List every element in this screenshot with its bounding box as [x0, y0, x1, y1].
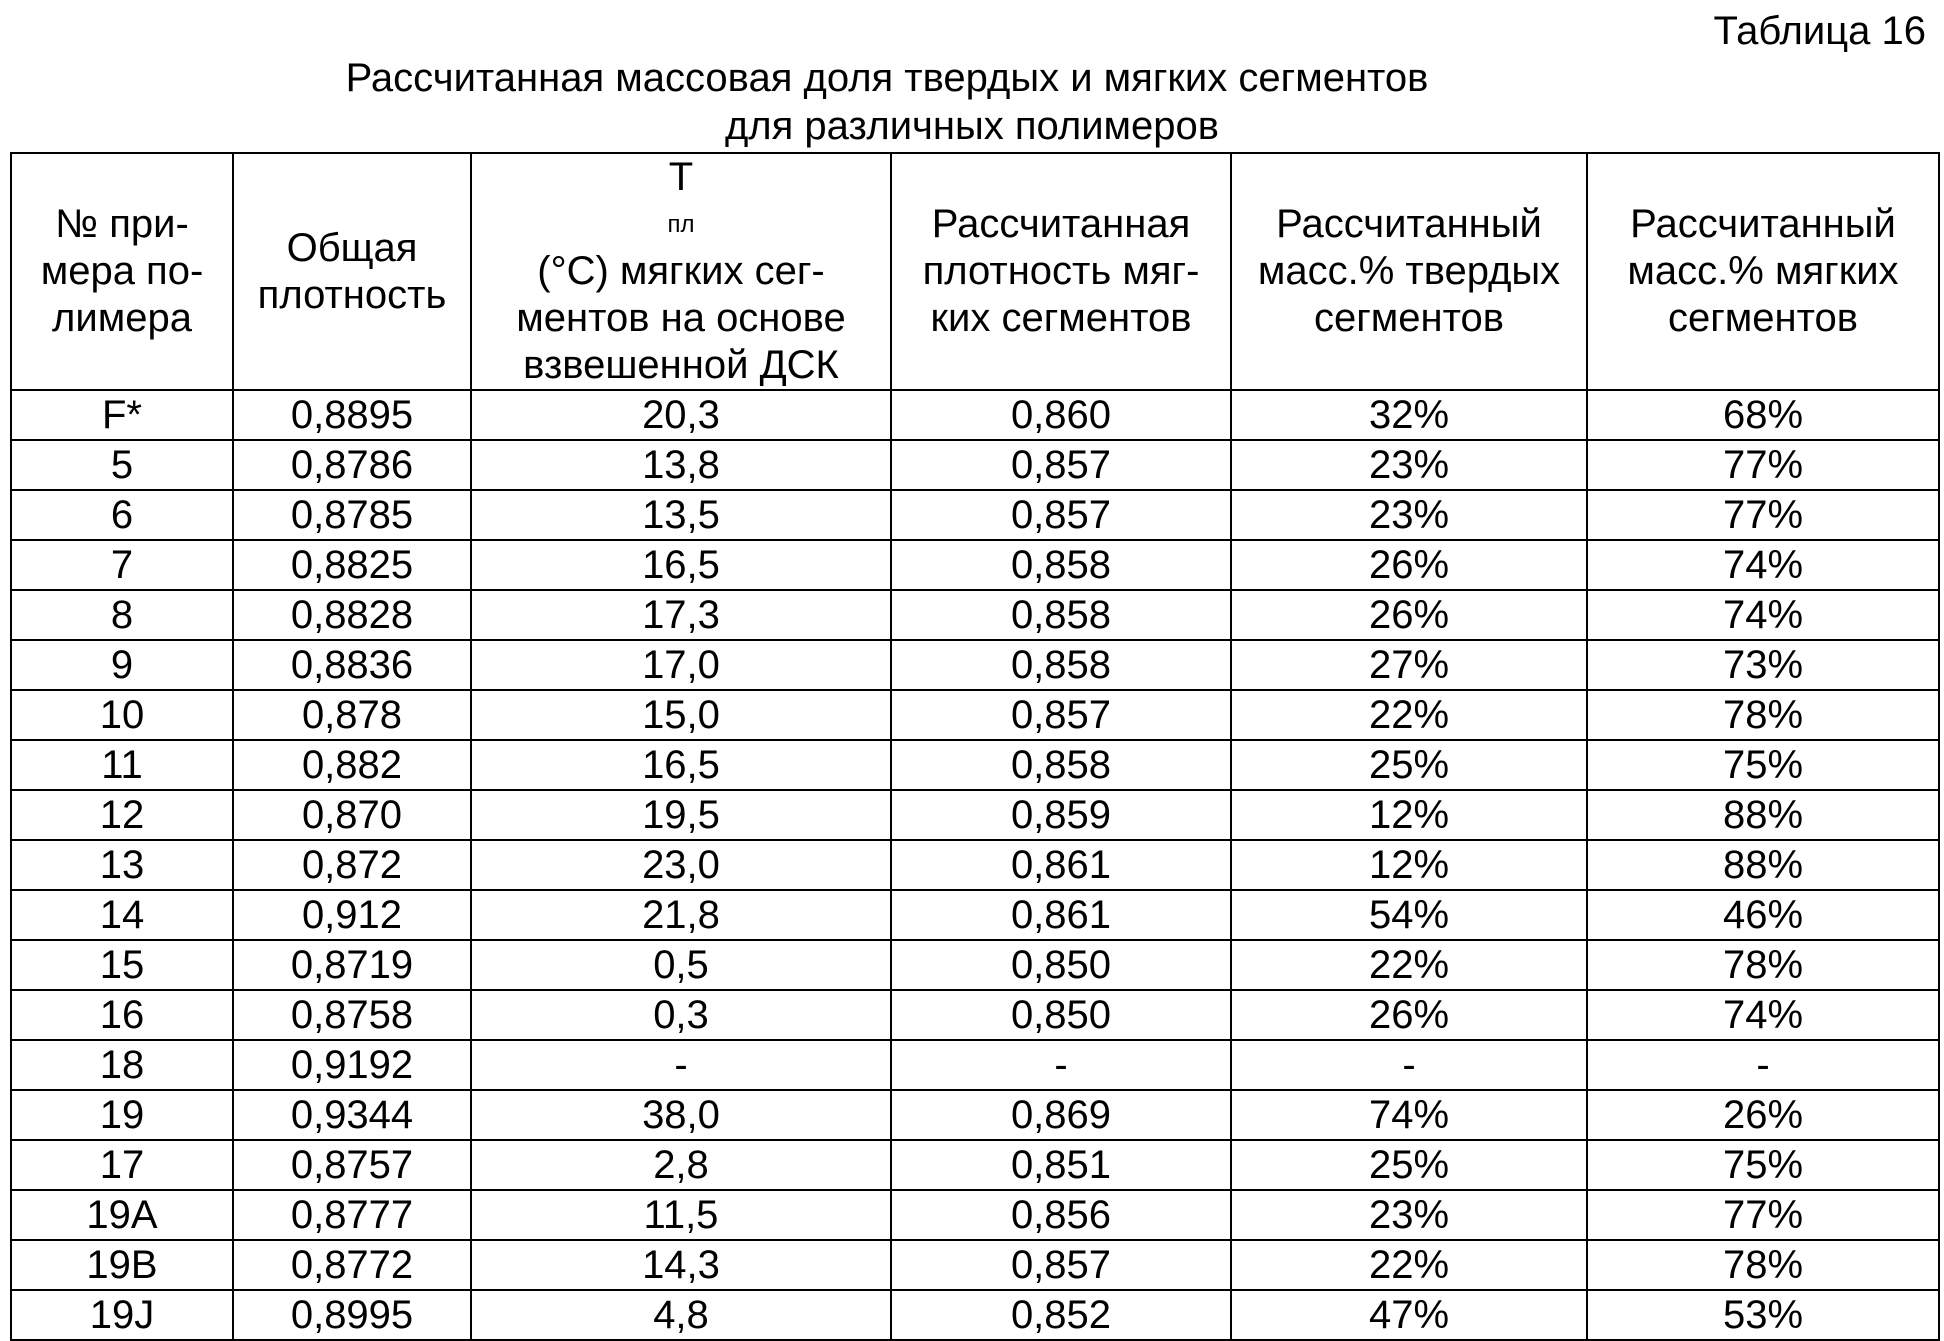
header-text: масс.% мягких	[1627, 249, 1899, 293]
cell-melting-temp: 17,0	[471, 640, 891, 690]
cell-total-density: 0,8758	[233, 990, 471, 1040]
cell-polymer-example: 12	[11, 790, 233, 840]
header-text: сегментов	[1667, 296, 1859, 340]
cell-total-density: 0,8772	[233, 1240, 471, 1290]
header-text: Общая	[286, 225, 418, 270]
cell-total-density: 0,872	[233, 840, 471, 890]
cell-hard-wt-percent: 74%	[1231, 1090, 1587, 1140]
cell-polymer-example: 19B	[11, 1240, 233, 1290]
header-text	[472, 154, 890, 295]
cell-hard-wt-percent: 25%	[1231, 1140, 1587, 1190]
header-text: Рассчитанный	[1630, 202, 1896, 246]
cell-melting-temp: 17,3	[471, 590, 891, 640]
cell-soft-density: 0,851	[891, 1140, 1231, 1190]
header-text: масс.% твердых	[1257, 249, 1561, 293]
cell-melting-temp: 14,3	[471, 1240, 891, 1290]
cell-soft-density: 0,858	[891, 640, 1231, 690]
header-melting-temp	[471, 153, 891, 390]
cell-melting-temp: 0,5	[471, 940, 891, 990]
cell-total-density: 0,8777	[233, 1190, 471, 1240]
table-row	[11, 440, 1939, 490]
cell-soft-wt-percent: 74%	[1587, 590, 1939, 640]
cell-soft-wt-percent: 88%	[1587, 840, 1939, 890]
cell-hard-wt-percent: 23%	[1231, 440, 1587, 490]
header-text: лимера	[52, 296, 192, 340]
table-number-label: Таблица 16	[1713, 9, 1926, 53]
cell-hard-wt-percent: 47%	[1231, 1290, 1587, 1340]
table-title	[0, 54, 1944, 150]
cell-soft-wt-percent: 88%	[1587, 790, 1939, 840]
header-text: сегментов	[1313, 296, 1505, 340]
cell-hard-wt-percent: 26%	[1231, 990, 1587, 1040]
table-row	[11, 640, 1939, 690]
cell-soft-density: 0,861	[891, 840, 1231, 890]
cell-melting-temp: 2,8	[471, 1140, 891, 1190]
cell-soft-density: 0,857	[891, 1240, 1231, 1290]
cell-soft-density: 0,858	[891, 590, 1231, 640]
header-text: мера по-	[40, 249, 204, 293]
cell-total-density: 0,912	[233, 890, 471, 940]
cell-soft-wt-percent: 75%	[1587, 740, 1939, 790]
cell-soft-wt-percent: 74%	[1587, 990, 1939, 1040]
cell-total-density: 0,882	[233, 740, 471, 790]
header-soft-wt-percent	[1587, 153, 1939, 390]
cell-polymer-example: 16	[11, 990, 233, 1040]
cell-soft-wt-percent: -	[1587, 1040, 1939, 1090]
cell-soft-density: 0,850	[891, 940, 1231, 990]
cell-soft-wt-percent: 74%	[1587, 540, 1939, 590]
cell-melting-temp: 38,0	[471, 1090, 891, 1140]
cell-hard-wt-percent: 12%	[1231, 790, 1587, 840]
cell-soft-wt-percent: 26%	[1587, 1090, 1939, 1140]
cell-polymer-example: 19A	[11, 1190, 233, 1240]
cell-hard-wt-percent: 23%	[1231, 1190, 1587, 1240]
cell-melting-temp: 16,5	[471, 740, 891, 790]
temp-symbol: T	[668, 155, 694, 199]
cell-melting-temp: 19,5	[471, 790, 891, 840]
cell-soft-wt-percent: 46%	[1587, 890, 1939, 940]
cell-polymer-example: 19J	[11, 1290, 233, 1340]
cell-total-density: 0,8785	[233, 490, 471, 540]
cell-melting-temp: 21,8	[471, 890, 891, 940]
cell-polymer-example: 9	[11, 640, 233, 690]
cell-polymer-example: 10	[11, 690, 233, 740]
cell-polymer-example: 8	[11, 590, 233, 640]
cell-soft-density: 0,858	[891, 740, 1231, 790]
table-title-line-2: для различных полимеров	[724, 104, 1220, 148]
cell-hard-wt-percent: 23%	[1231, 490, 1587, 540]
cell-polymer-example: 7	[11, 540, 233, 590]
cell-soft-density: -	[891, 1040, 1231, 1090]
cell-hard-wt-percent: 12%	[1231, 840, 1587, 890]
cell-soft-wt-percent: 77%	[1587, 440, 1939, 490]
table-row	[11, 740, 1939, 790]
cell-melting-temp: 13,5	[471, 490, 891, 540]
table-row	[11, 390, 1939, 440]
cell-melting-temp: 20,3	[471, 390, 891, 440]
temp-subscript: пл	[667, 211, 695, 238]
cell-polymer-example: 5	[11, 440, 233, 490]
table-row	[11, 1290, 1939, 1340]
cell-melting-temp: -	[471, 1040, 891, 1090]
table-row	[11, 1090, 1939, 1140]
cell-melting-temp: 0,3	[471, 990, 891, 1040]
table-row	[11, 990, 1939, 1040]
cell-hard-wt-percent: -	[1231, 1040, 1587, 1090]
table-row	[11, 840, 1939, 890]
table-row	[11, 1190, 1939, 1240]
table-row	[11, 890, 1939, 940]
cell-total-density: 0,8719	[233, 940, 471, 990]
cell-melting-temp: 11,5	[471, 1190, 891, 1240]
cell-soft-density: 0,859	[891, 790, 1231, 840]
table-row	[11, 1240, 1939, 1290]
cell-hard-wt-percent: 25%	[1231, 740, 1587, 790]
cell-total-density: 0,8828	[233, 590, 471, 640]
cell-polymer-example: 6	[11, 490, 233, 540]
cell-soft-density: 0,858	[891, 540, 1231, 590]
table-row	[11, 590, 1939, 640]
table-row	[11, 1040, 1939, 1090]
table-row	[11, 940, 1939, 990]
header-text: ких сегментов	[930, 296, 1192, 340]
cell-polymer-example: 13	[11, 840, 233, 890]
table-title-line-1: Рассчитанная массовая доля твердых и мягких сегментов	[345, 56, 1429, 100]
cell-soft-wt-percent: 53%	[1587, 1290, 1939, 1340]
cell-melting-temp: 13,8	[471, 440, 891, 490]
cell-soft-density: 0,857	[891, 490, 1231, 540]
table-body	[11, 390, 1939, 1340]
cell-polymer-example: 15	[11, 940, 233, 990]
cell-polymer-example: 11	[11, 740, 233, 790]
cell-total-density: 0,8895	[233, 390, 471, 440]
cell-total-density: 0,9344	[233, 1090, 471, 1140]
header-hard-wt-percent	[1231, 153, 1587, 390]
header-text: № при-	[55, 202, 189, 246]
cell-melting-temp: 4,8	[471, 1290, 891, 1340]
cell-soft-density: 0,860	[891, 390, 1231, 440]
cell-polymer-example: 14	[11, 890, 233, 940]
cell-soft-wt-percent: 75%	[1587, 1140, 1939, 1190]
header-text: взвешенной ДСК	[523, 343, 839, 387]
cell-total-density: 0,878	[233, 690, 471, 740]
header-text: плотность	[257, 272, 447, 317]
table-row	[11, 790, 1939, 840]
cell-soft-density: 0,861	[891, 890, 1231, 940]
cell-soft-density: 0,856	[891, 1190, 1231, 1240]
header-text: Рассчитанный	[1276, 202, 1542, 246]
cell-hard-wt-percent: 26%	[1231, 540, 1587, 590]
cell-soft-wt-percent: 73%	[1587, 640, 1939, 690]
cell-soft-density: 0,850	[891, 990, 1231, 1040]
cell-soft-density: 0,857	[891, 440, 1231, 490]
cell-soft-density: 0,857	[891, 690, 1231, 740]
cell-hard-wt-percent: 22%	[1231, 940, 1587, 990]
cell-soft-wt-percent: 78%	[1587, 690, 1939, 740]
cell-soft-wt-percent: 78%	[1587, 940, 1939, 990]
header-row	[11, 153, 1939, 390]
cell-soft-density: 0,869	[891, 1090, 1231, 1140]
cell-total-density: 0,870	[233, 790, 471, 840]
header-text: плотность мяг-	[922, 249, 1200, 293]
header-polymer-example	[11, 153, 233, 390]
cell-hard-wt-percent: 26%	[1231, 590, 1587, 640]
table-row	[11, 540, 1939, 590]
cell-soft-wt-percent: 78%	[1587, 1240, 1939, 1290]
cell-melting-temp: 15,0	[471, 690, 891, 740]
cell-total-density: 0,8836	[233, 640, 471, 690]
table-row	[11, 690, 1939, 740]
header-text: ментов на основе	[516, 296, 846, 340]
cell-soft-density: 0,852	[891, 1290, 1231, 1340]
cell-melting-temp: 16,5	[471, 540, 891, 590]
header-text: Рассчитанная	[931, 202, 1191, 246]
cell-soft-wt-percent: 77%	[1587, 490, 1939, 540]
cell-hard-wt-percent: 32%	[1231, 390, 1587, 440]
cell-total-density: 0,8825	[233, 540, 471, 590]
table-row	[11, 490, 1939, 540]
cell-hard-wt-percent: 22%	[1231, 690, 1587, 740]
header-total-density	[233, 153, 471, 390]
cell-polymer-example: 17	[11, 1140, 233, 1190]
cell-polymer-example: 19	[11, 1090, 233, 1140]
cell-total-density: 0,8995	[233, 1290, 471, 1340]
header-soft-density	[891, 153, 1231, 390]
cell-melting-temp: 23,0	[471, 840, 891, 890]
cell-total-density: 0,8786	[233, 440, 471, 490]
cell-polymer-example: 18	[11, 1040, 233, 1090]
data-table	[10, 152, 1940, 1341]
cell-hard-wt-percent: 22%	[1231, 1240, 1587, 1290]
cell-total-density: 0,8757	[233, 1140, 471, 1190]
cell-total-density: 0,9192	[233, 1040, 471, 1090]
cell-soft-wt-percent: 77%	[1587, 1190, 1939, 1240]
table-row	[11, 1140, 1939, 1190]
cell-hard-wt-percent: 54%	[1231, 890, 1587, 940]
cell-soft-wt-percent: 68%	[1587, 390, 1939, 440]
cell-hard-wt-percent: 27%	[1231, 640, 1587, 690]
header-text: (°C) мягких сег-	[537, 249, 825, 293]
cell-polymer-example: F*	[11, 390, 233, 440]
